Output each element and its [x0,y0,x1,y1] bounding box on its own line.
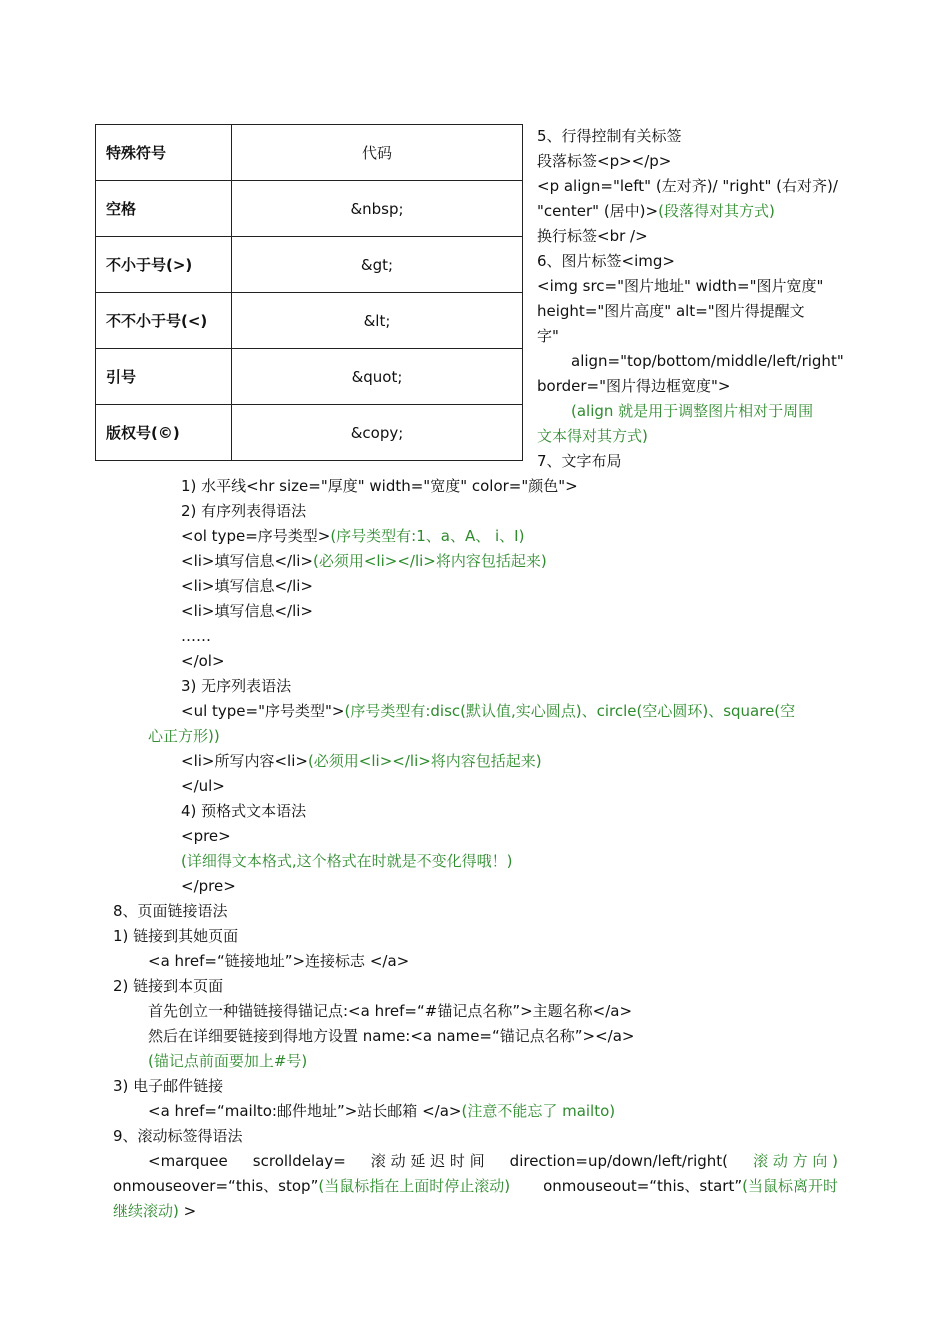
note-text: (序号类型有:disc(默认值,实心圆点)、circle(空心圆环)、square(空 [344,702,796,720]
code-text: 滚 动 延 迟 时 间 [370,1152,485,1170]
text-line [113,1174,838,1199]
table-cell: 不小于号(>) [96,237,232,293]
text-line: <li>填写信息</li> [181,602,313,620]
note-text: (align 就是用于调整图片相对于周围 [571,402,814,420]
list-item: 3) 无序列表语法 [181,677,292,695]
list-item: 3) 电子邮件链接 [113,1077,224,1095]
text-line: <pre> [181,827,231,845]
text-line: <p align="left" (左对齐)/ "right" (右对齐)/ [537,177,838,195]
note-text: (锚记点前面要加上#号) [148,1052,308,1070]
code-text: scrolldelay= [252,1152,346,1170]
text-line: 首先创立一种锚链接得锚记点:<a href=“#锚记点名称”>主题名称</a> [148,1002,633,1020]
text-line: <img src="图片地址" width="图片宽度" [537,277,824,295]
note-text: (注意不能忘了 mailto) [461,1102,616,1120]
table-header-row [96,125,523,181]
text-line [181,524,524,549]
text-line: 段落标签<p></p> [537,152,672,170]
table-cell: 引号 [96,349,232,405]
table-row [96,405,523,461]
code-text: > [178,1202,197,1220]
text-line [148,1149,838,1174]
table-row [96,349,523,405]
text-line: </ul> [181,777,225,795]
code-text: <ul type="序号类型"> [181,702,345,720]
text-line: <a href=“链接地址”>连接标志 </a> [148,952,410,970]
special-symbols-table [95,124,523,461]
note-text: (当鼠标离开时 [742,1177,838,1195]
table-cell: &quot; [232,349,523,405]
list-item: 1) 链接到其她页面 [113,927,239,945]
table-cell: 不不小于号(<) [96,293,232,349]
note-text: (当鼠标指在上面时停止滚动) [318,1177,511,1195]
note-text: 滚 动 方 向 ) [753,1152,838,1170]
code-text: onmouseout=“this、start” [543,1177,743,1195]
note-text: (序号类型有:1、a、A、 ⅰ、I) [330,527,525,545]
note-text: (详细得文本格式,这个格式在时就是不变化得哦！) [181,852,513,870]
list-item: 4) 预格式文本语法 [181,802,307,820]
table-cell: &lt; [232,293,523,349]
table-cell: &copy; [232,405,523,461]
note-text: (必须用<li></li>将内容包括起来) [313,552,547,570]
note-text: (必须用<li></li>将内容包括起来) [307,752,542,770]
text-line: border="图片得边框宽度"> [537,377,731,395]
list-item: 2) 链接到本页面 [113,977,224,995]
table-row [96,293,523,349]
text-line: height="图片高度" alt="图片得提醒文 [537,302,805,320]
list-item: 2) 有序列表得语法 [181,502,307,520]
text-line: 换行标签<br /> [537,227,648,245]
text-line: <li>填写信息</li> [181,577,313,595]
text-line: </pre> [181,877,236,895]
table-cell: 版权号(©) [96,405,232,461]
text-line [113,1199,196,1224]
code-text: "center" (居中)> [537,202,659,220]
note-text: 文本得对其方式) [537,427,648,445]
table-cell: 代码 [232,125,523,181]
text-line [537,199,775,224]
table-row [96,237,523,293]
table-cell: 特殊符号 [96,125,232,181]
text-line: </ol> [181,652,225,670]
section-9-title: 9、滚动标签得语法 [113,1127,243,1145]
table-cell: &gt; [232,237,523,293]
code-text: <li>填写信息</li> [181,552,313,570]
section-7-title: 7、文字布局 [537,452,622,470]
code-text: <a href=“mailto:邮件地址”>站长邮箱 </a> [148,1102,462,1120]
code-text: onmouseover=“this、stop” [113,1177,319,1195]
code-text: <ol type=序号类型> [181,527,331,545]
list-item: 1) 水平线<hr size="厚度" width="宽度" color="颜色"> [181,477,578,495]
text-line [148,1099,615,1124]
section-5-title: 5、行得控制有关标签 [537,127,682,145]
text-line: align="top/bottom/middle/left/right" [571,352,844,370]
text-line [181,749,542,774]
section-6-title: 6、图片标签<img> [537,252,675,270]
code-text: <li>所写内容<li> [181,752,308,770]
text-line: 然后在详细要链接到得地方设置 name:<a name=“锚记点名称”></a> [148,1027,635,1045]
note-text: 心正方形)) [148,727,220,745]
note-text: (段落得对其方式) [658,202,775,220]
table-cell: &nbsp; [232,181,523,237]
code-text: direction=up/down/left/right( [509,1152,729,1170]
note-text: 继续滚动) [113,1202,179,1220]
code-text: <marquee [148,1152,228,1170]
text-line [181,549,547,574]
text-line: 字" [537,327,559,345]
table-cell: 空格 [96,181,232,237]
table-row [96,181,523,237]
section-8-title: 8、页面链接语法 [113,902,228,920]
text-line [181,699,795,724]
text-line: …… [181,627,211,645]
